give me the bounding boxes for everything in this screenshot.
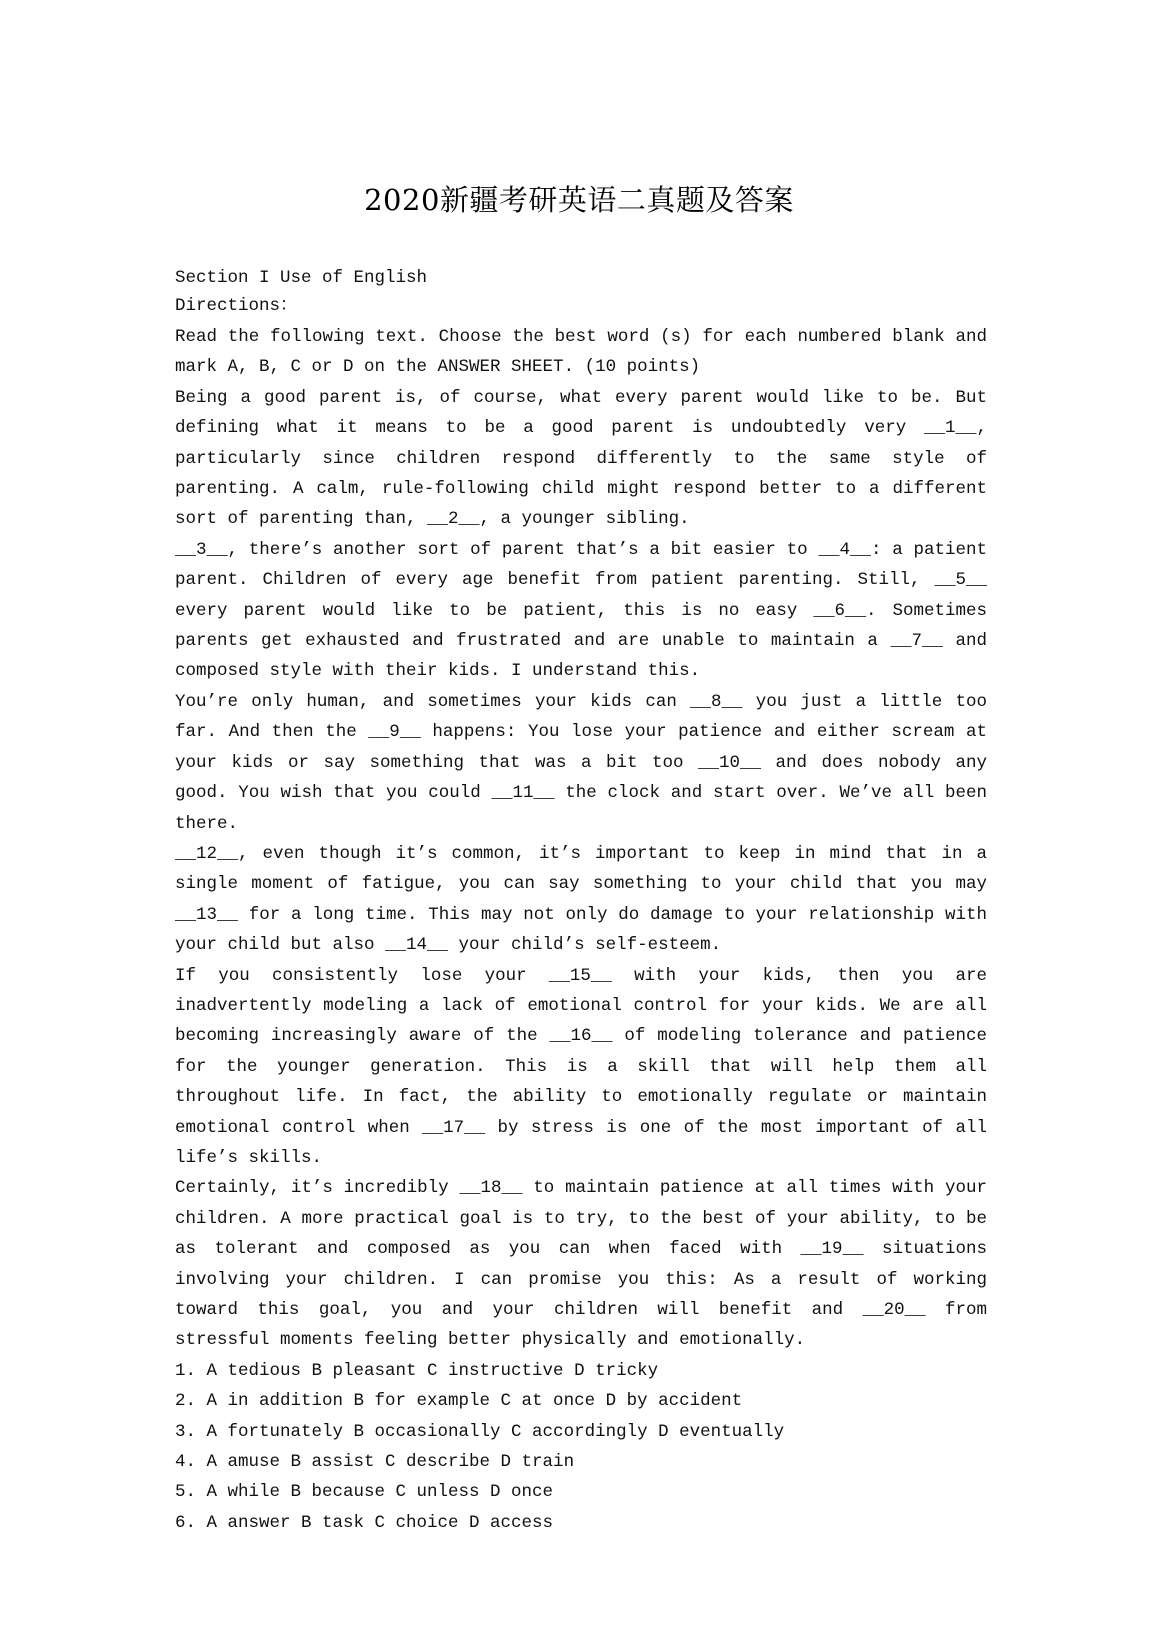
question-item: 3. A fortunately B occasionally C accordingly D eventually: [175, 1421, 785, 1442]
page-title: 2020新疆考研英语二真题及答案: [364, 183, 794, 217]
directions-label: Directions：: [175, 296, 298, 316]
passage-paragraph: You’re only human, and sometimes your kids can __8__ you just a little too far. And then the __9__ happens: You lose your patience and either scream at your kids or say something that was a bit too __10__ and does nobody any good. You wish that you could __11__ the clock and start over. We’ve all been there.: [175, 691, 987, 834]
question-item: 6. A answer B task C choice D access: [175, 1512, 554, 1533]
passage-paragraph: Certainly, it’s incredibly __18__ to maintain patience at all times with your children. A more practical goal is to try, to the best of your ability, to be as tolerant and composed as you can when faced with __19__ situations involving your children. I can promise you this: As a result of working toward this goal, you and your children will benefit and __20__ from stressful moments feeling better physically and emotionally.: [175, 1178, 987, 1351]
question-item: 4. A amuse B assist C describe D train: [175, 1452, 575, 1473]
question-item: 1. A tedious B pleasant C instructive D tricky: [175, 1360, 659, 1381]
directions-text: Read the following text. Choose the best word (s) for each numbered blank and mark A, B, C or D on the ANSWER SHEET. (10 points): [175, 327, 987, 378]
passage-paragraph: If you consistently lose your __15__ with your kids, then you are inadvertently modeling a lack of emotional control for your kids. We are all becoming increasingly aware of the __16__ of modeling tolerance and patience for the younger generation. This is a skill that will help them all throughout life. In fact, the ability to emotionally regulate or maintain emotional control when __17__ by stress is one of the most important of all life’s skills.: [175, 965, 987, 1168]
question-list: [175, 1356, 987, 1538]
document-body: [175, 264, 987, 1538]
question-item: 5. A while B because C unless D once: [175, 1482, 554, 1503]
section-heading: Section I Use of English: [175, 268, 428, 288]
passage-paragraph: __3__, there’s another sort of parent that’s a bit easier to __4__: a patient parent. Children of every age benefit from patient parenting. Still, __5__ every parent would like to be patient, this is no easy __6__. Sometimes parents get exhausted and frustrated and are unable to maintain a __7__ and composed style with their kids. I understand this.: [175, 539, 987, 682]
question-item: 2. A in addition B for example C at once D by accident: [175, 1391, 743, 1412]
passage-paragraph: __12__, even though it’s common, it’s important to keep in mind that in a single moment of fatigue, you can say something to your child that you may __13__ for a long time. This may not only do damage to your relationship with your child but also __14__ your child’s self-esteem.: [175, 843, 987, 956]
passage-paragraph: Being a good parent is, of course, what every parent would like to be. But defining what it means to be a good parent is undoubtedly very __1__, particularly since children respond differently to the same style of parenting. A calm, rule-following child might respond better to a different sort of parenting than, __2__, a younger sibling.: [175, 387, 987, 530]
